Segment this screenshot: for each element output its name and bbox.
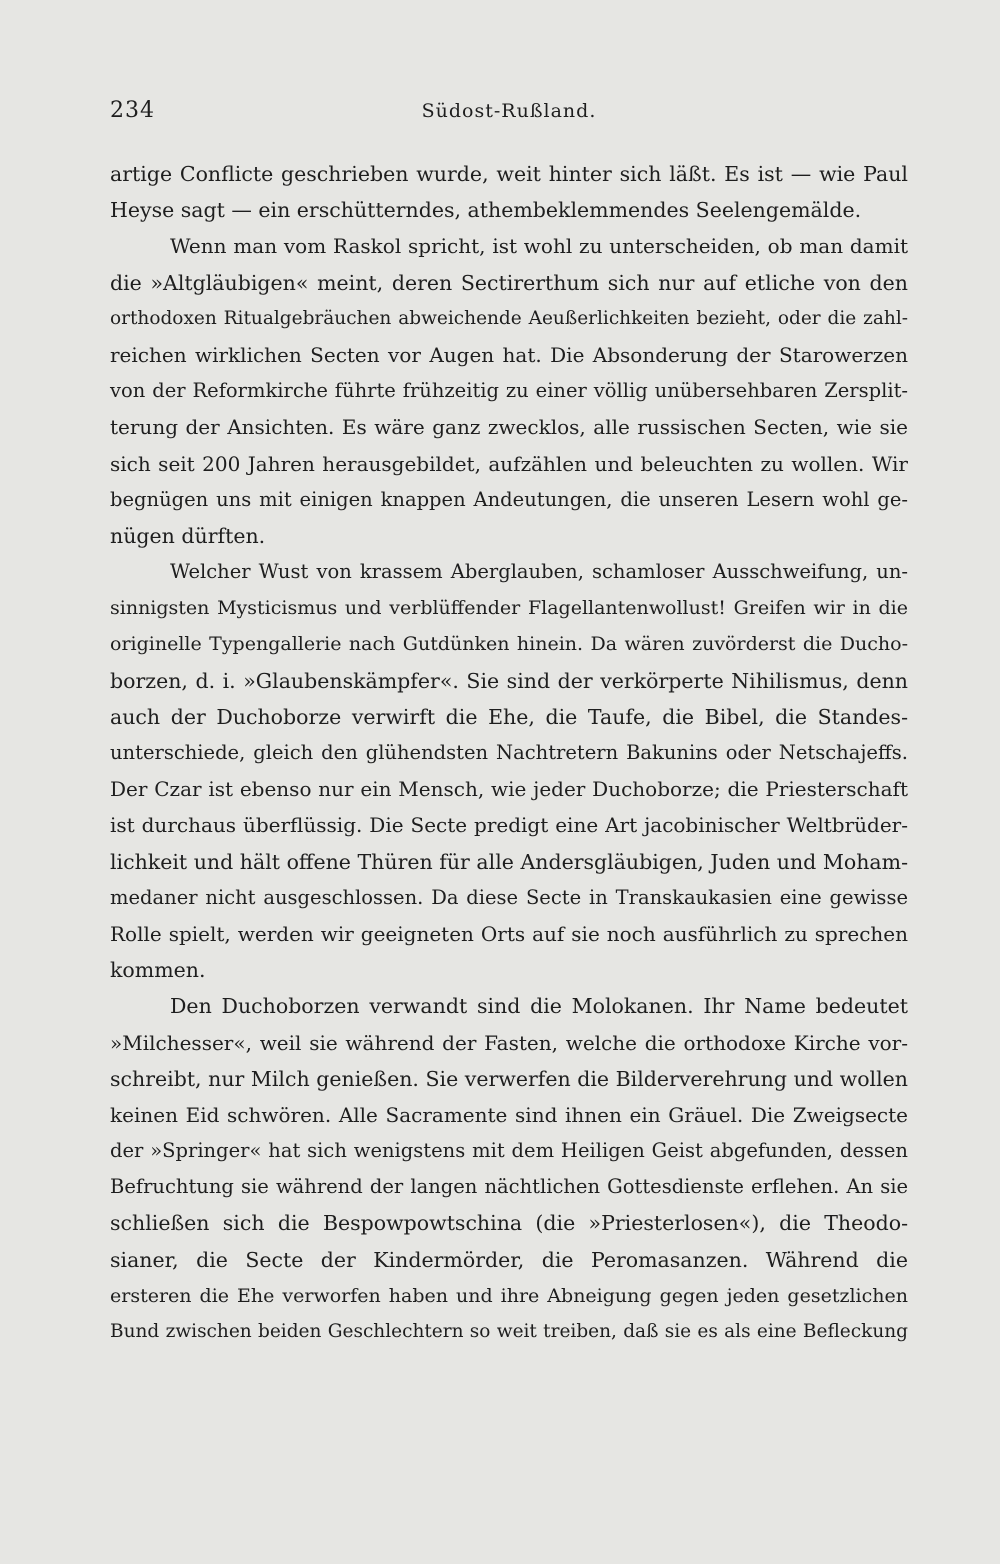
text-line: Heyse sagt — ein erschütterndes, athembeklemmendes Seelengemälde. (110, 198, 862, 223)
paragraph (110, 156, 908, 228)
text-line: ersteren die Ehe verworfen haben und ihre Abneigung gegen jeden gesetzlichen (110, 1284, 908, 1307)
paragraph (110, 554, 908, 988)
text-line: begnügen uns mit einigen knappen Andeutungen, die unseren Lesern wohl ge- (110, 487, 908, 511)
running-head: Südost-Rußland. (421, 100, 597, 122)
text-line: medaner nicht ausgeschlossen. Da diese Secte in Transkaukasien eine gewisse (110, 885, 908, 909)
body-text (110, 156, 908, 1350)
text-line: »Milchesser«, weil sie während der Fasten, welche die orthodoxe Kirche vor- (110, 1030, 908, 1055)
text-line: orthodoxen Ritualgebräuchen abweichende Aeußerlichkeiten bezieht, oder die zahl- (110, 307, 908, 329)
text-line: unterschiede, gleich den glühendsten Nachtretern Bakunins oder Netschajeffs. (110, 741, 908, 764)
text-line: reichen wirklichen Secten vor Augen hat. Die Absonderung der Starowerzen (110, 342, 908, 367)
page-number: 234 (110, 98, 155, 123)
text-line: Den Duchoborzen verwandt sind die Molokanen. Ihr Name bedeutet (170, 994, 908, 1019)
text-line: Wenn man vom Raskol spricht, ist wohl zu unterscheiden, ob man damit (170, 234, 908, 259)
text-line: schließen sich die Bespowpowtschina (die »Priesterlosen«), die Theodo- (110, 1211, 908, 1236)
page-header (110, 98, 908, 132)
text-line: sianer, die Secte der Kindermörder, die Peromasanzen. Während die (110, 1247, 908, 1272)
text-line: lichkeit und hält offene Thüren für alle Andersgläubigen, Juden und Moham- (110, 849, 908, 874)
text-line: die »Altgläubigen« meint, deren Sectirerthum sich nur auf etliche von den (110, 270, 908, 295)
text-line: terung der Ansichten. Es wäre ganz zwecklos, alle russischen Secten, wie sie (110, 415, 908, 440)
paragraph (110, 228, 908, 554)
text-line: Welcher Wust von krassem Aberglauben, schamloser Ausschweifung, un- (170, 560, 908, 584)
text-line: schreibt, nur Milch genießen. Sie verwerfen die Bilderverehrung und wollen (110, 1066, 908, 1091)
text-line: originelle Typengallerie nach Gutdünken hinein. Da wären zuvörderst die Ducho- (110, 633, 908, 656)
text-line: nügen dürften. (110, 523, 266, 548)
text-line: Befruchtung sie während der langen nächtlichen Gottesdienste erflehen. An sie (110, 1175, 908, 1199)
text-line: von der Reformkirche führte frühzeitig zu einer völlig unübersehbaren Zersplit- (110, 379, 908, 403)
text-line: keinen Eid schwören. Alle Sacramente sind ihnen ein Gräuel. Die Zweigsecte (110, 1102, 908, 1127)
text-line: ist durchaus überflüssig. Die Secte predigt eine Art jacobinischer Weltbrüder- (110, 813, 908, 838)
text-line: Der Czar ist ebenso nur ein Mensch, wie jeder Duchoborze; die Priesterschaft (110, 777, 908, 802)
text-line: der »Springer« hat sich wenigstens mit dem Heiligen Geist abgefunden, dessen (110, 1139, 908, 1163)
text-line: Bund zwischen beiden Geschlechtern so weit treiben, daß sie es als eine Befleckung (110, 1321, 908, 1342)
text-line: auch der Duchoborze verwirft die Ehe, die Taufe, die Bibel, die Standes- (110, 704, 908, 729)
paragraph (110, 988, 908, 1350)
text-line: borzen, d. i. »Glaubenskämpfer«. Sie sind der verkörperte Nihilismus, denn (110, 668, 908, 693)
text-line: sinnigsten Mysticismus und verblüffender Flagellantenwollust! Greifen wir in die (110, 597, 908, 620)
text-line: Rolle spielt, werden wir geeigneten Orts auf sie noch ausführlich zu sprechen (110, 921, 908, 946)
text-line: artige Conflicte geschrieben wurde, weit hinter sich läßt. Es ist — wie Paul (110, 162, 908, 186)
text-line: kommen. (110, 958, 206, 983)
text-line: sich seit 200 Jahren herausgebildet, aufzählen und beleuchten zu wollen. Wir (110, 451, 908, 476)
